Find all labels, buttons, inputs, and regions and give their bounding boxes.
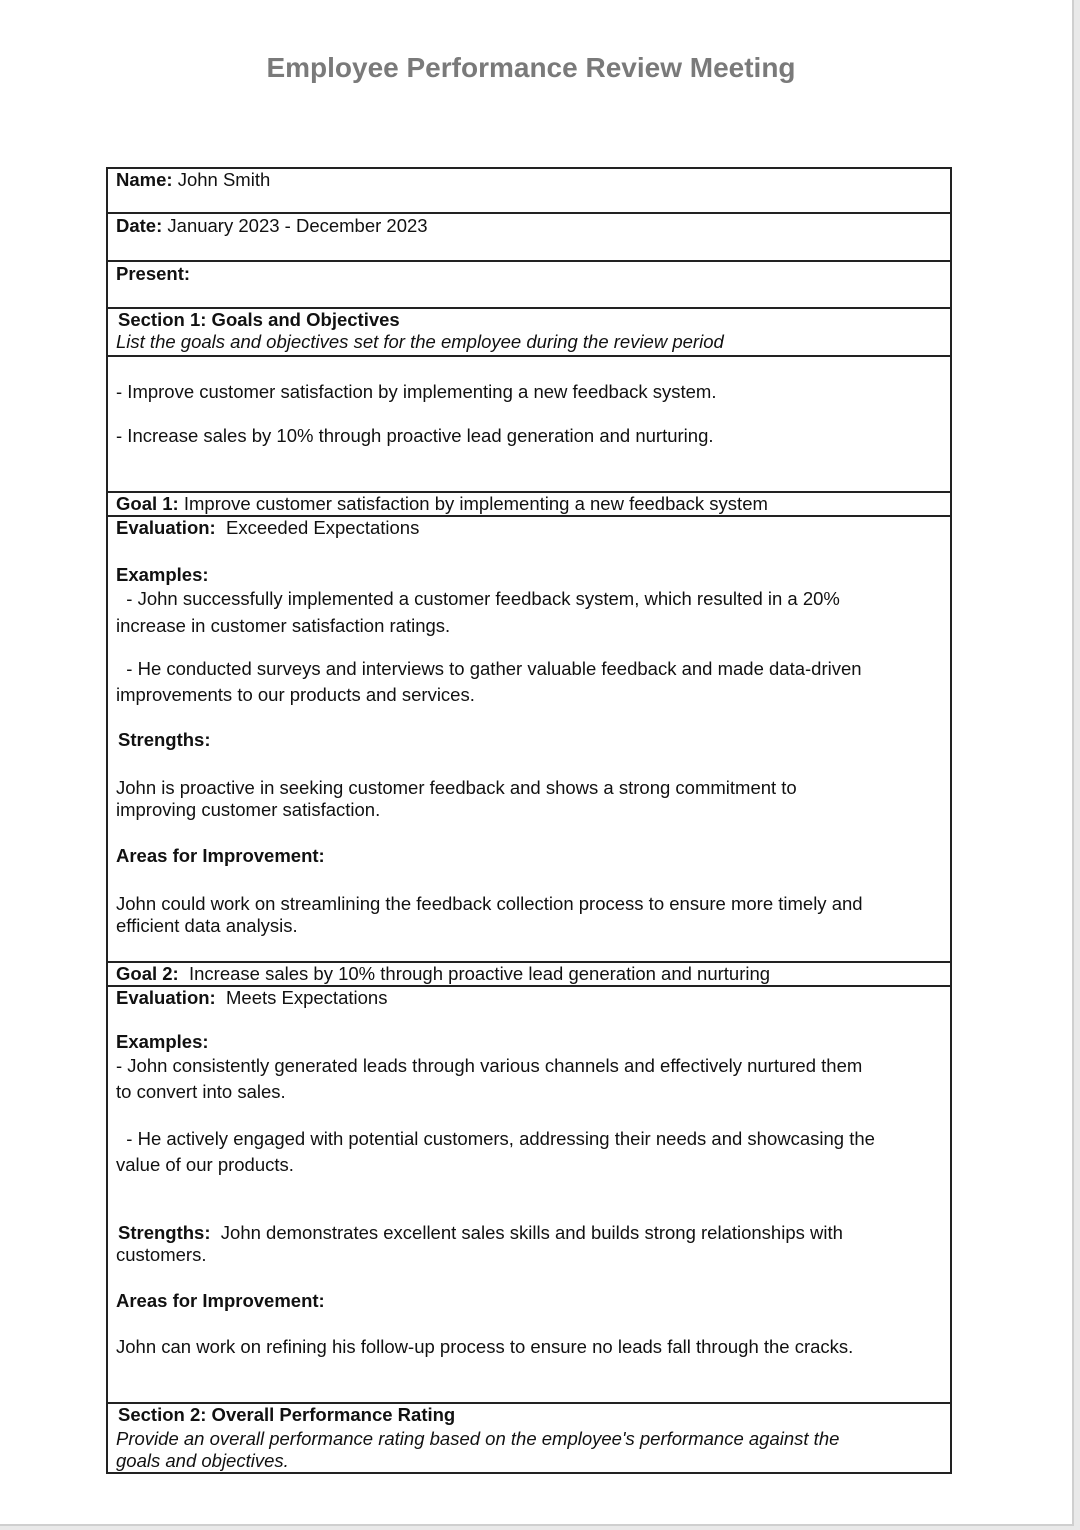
- section1-title: Section 1: Goals and Objectives: [118, 309, 400, 330]
- section2-subtitle: Provide an overall performance rating based on the employee's performance against the: [116, 1428, 840, 1449]
- goal2-strengths: Strengths: John demonstrates excellent sales skills and builds strong relationships with: [118, 1222, 843, 1243]
- name-field: Name: John Smith: [116, 169, 271, 190]
- date-field: Date: January 2023 - December 2023: [116, 215, 428, 236]
- goal1-example: - He conducted surveys and interviews to gather valuable feedback and made data-driven: [116, 658, 862, 679]
- goal2-strengths: customers.: [116, 1244, 207, 1265]
- section2-subtitle: goals and objectives.: [116, 1450, 289, 1471]
- goal1-examples-label: Examples:: [116, 564, 209, 585]
- goal1-heading: Goal 1: Improve customer satisfaction by implementing a new feedback system: [116, 493, 768, 514]
- goal2-evaluation: Evaluation: Meets Expectations: [116, 987, 388, 1008]
- section2-title: Section 2: Overall Performance Rating: [118, 1404, 456, 1425]
- goal1-example: improvements to our products and services.: [116, 684, 475, 705]
- section1-subtitle: List the goals and objectives set for the employee during the review period: [116, 331, 724, 352]
- present-row: [106, 260, 952, 309]
- goal-list-item: - Increase sales by 10% through proactive lead generation and nurturing.: [116, 425, 714, 446]
- present-field: Present:: [116, 263, 191, 284]
- goal1-strengths: John is proactive in seeking customer feedback and shows a strong commitment to: [116, 777, 797, 798]
- goal-list-item: - Improve customer satisfaction by implementing a new feedback system.: [116, 381, 717, 402]
- goal2-example: - John consistently generated leads through various channels and effectively nurtured them: [116, 1055, 863, 1076]
- goal1-evaluation: Evaluation: Exceeded Expectations: [116, 517, 420, 538]
- goal2-example: value of our products.: [116, 1154, 294, 1175]
- goal1-strengths-label: Strengths:: [118, 729, 211, 750]
- goal1-improvement-label: Areas for Improvement:: [116, 845, 325, 866]
- goal1-strengths: improving customer satisfaction.: [116, 799, 381, 820]
- goal2-example: - He actively engaged with potential customers, addressing their needs and showcasing the: [116, 1128, 875, 1149]
- goal2-example: to convert into sales.: [116, 1081, 286, 1102]
- goal2-improvement-label: Areas for Improvement:: [116, 1290, 325, 1311]
- goal2-improvement: John can work on refining his follow-up process to ensure no leads fall through the cracks.: [116, 1336, 854, 1357]
- document-title: Employee Performance Review Meeting: [266, 52, 796, 83]
- goal2-examples-label: Examples:: [116, 1031, 209, 1052]
- goal2-heading: Goal 2: Increase sales by 10% through proactive lead generation and nurturing: [116, 963, 771, 984]
- goals-list-row: [106, 355, 952, 493]
- goal1-improvement: John could work on streamlining the feedback collection process to ensure more timely and: [116, 893, 863, 914]
- goal1-example: - John successfully implemented a customer feedback system, which resulted in a 20%: [116, 588, 840, 609]
- goal1-improvement: efficient data analysis.: [116, 915, 298, 936]
- goal1-example: increase in customer satisfaction ratings.: [116, 615, 451, 636]
